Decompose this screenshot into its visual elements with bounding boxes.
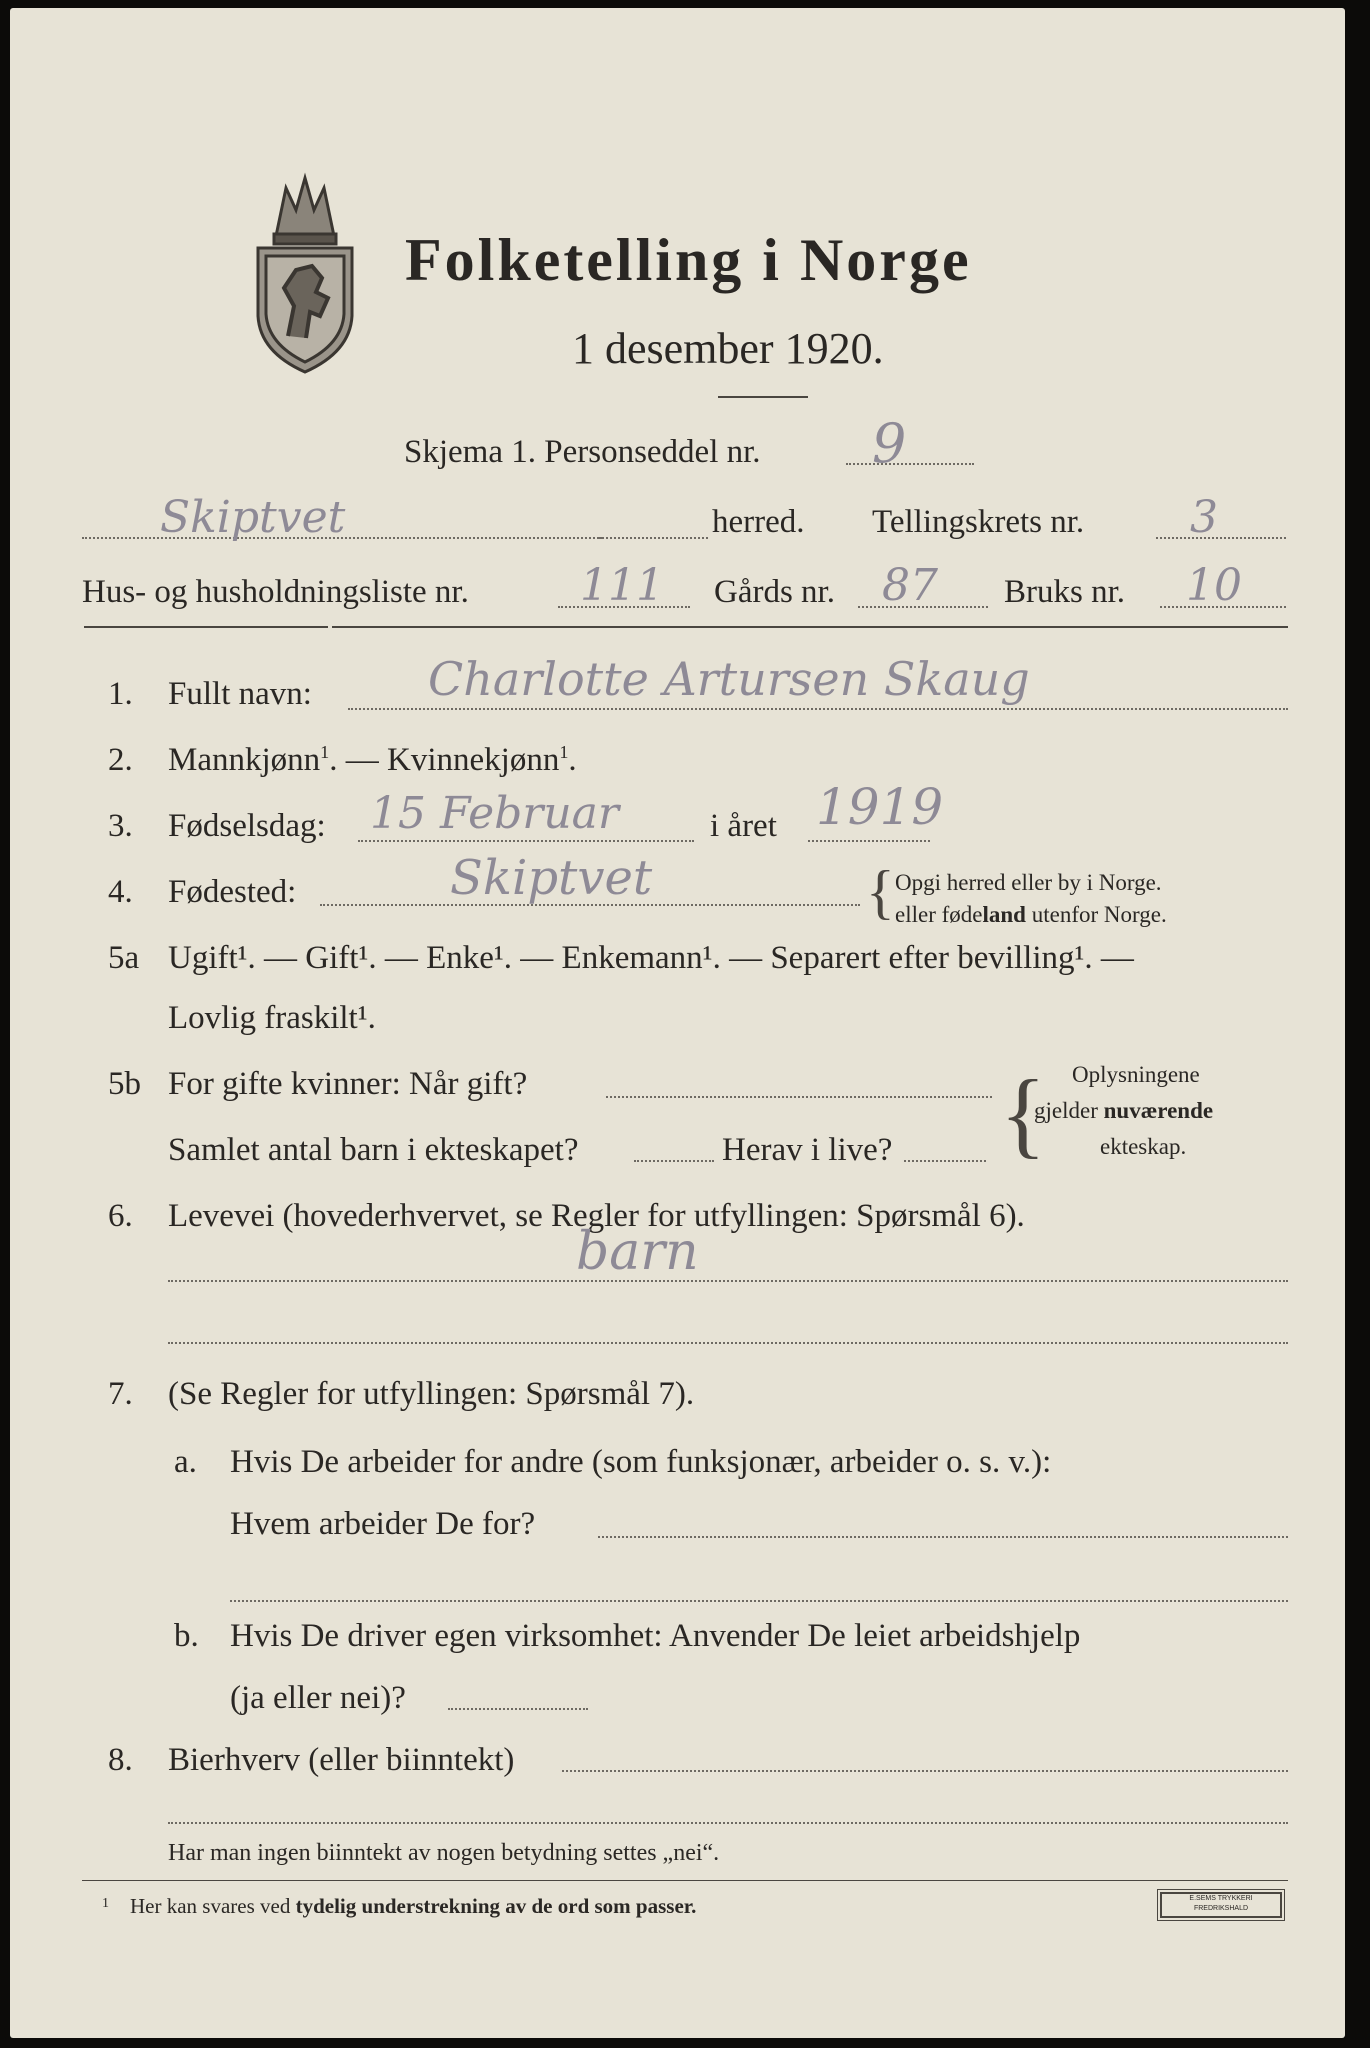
q3-year-label: i året [710,808,777,844]
q1-number: 1. [108,676,133,712]
when-married-field[interactable] [606,1096,992,1098]
q5b-number: 5b [108,1066,141,1102]
hired-help-field[interactable] [448,1708,588,1710]
bruks-nr: 10 [1186,560,1242,611]
q7b-letter: b. [174,1618,199,1654]
side-income-field[interactable] [562,1770,1288,1772]
full-name-field[interactable] [348,708,1288,710]
tellingskrets-field[interactable] [1156,537,1286,539]
tellingskrets-label: Tellingskrets nr. [872,504,1085,540]
birth-year-field[interactable] [808,840,930,842]
q4-note-2b: land [982,902,1026,927]
occupation-field-2[interactable] [168,1342,1288,1344]
q2-number: 2. [108,742,133,778]
occupation-field[interactable] [168,1280,1288,1282]
employer-field-2[interactable] [230,1600,1288,1602]
personseddel-nr: 9 [872,412,907,475]
skjema-label: Skjema 1. Personseddel nr. [404,434,761,470]
q1-label: Fullt navn: [168,676,312,712]
q2-end: . [568,742,577,778]
q4-label: Fødested: [168,874,297,910]
q5b-note-2b: nuværende [1103,1098,1214,1123]
bruks-label: Bruks nr. [1004,574,1126,610]
q8-note: Har man ingen biinntekt av nogen betydning settes „nei“. [168,1840,720,1866]
marital-status-options-2[interactable]: Lovlig fraskilt¹. [168,1000,376,1036]
q8-number: 8. [108,1742,133,1778]
census-date: 1 desember 1920. [572,324,884,373]
q2-options: Mannkjønn$^1$. — Kvinnekjønn$^1$. [168,742,577,778]
q7-number: 7. [108,1376,133,1412]
q4-number: 4. [108,874,133,910]
q7a-text: Hvis De arbeider for andre (som funksjonær, arbeider o. s. v.): [230,1444,1052,1480]
q5b-note-line3: ekteskap. [1100,1134,1187,1159]
q5b-label: For gifte kvinner: Når gift? [168,1066,528,1102]
title-divider [718,396,808,398]
q5b-children-label: Samlet antal barn i ekteskapet? [168,1132,579,1168]
q6-label: Levevei (hovederhvervet, se Regler for utfyllingen: Spørsmål 6). [168,1198,1025,1234]
birthday-value: 15 Februar [370,788,619,839]
census-form [10,8,1345,2038]
q4-note-line1: Opgi herred eller by i Norge. [895,870,1162,895]
birthplace-value: Skiptvet [450,850,653,906]
q5b-note-line2 [1034,1098,1213,1124]
children-count-field[interactable] [634,1160,714,1162]
children-alive-field[interactable] [904,1160,986,1162]
q7a-letter: a. [174,1444,197,1480]
q3-number: 3. [108,808,133,844]
q2-separator: . — [329,742,387,778]
herred-label: herred. [712,504,805,540]
footer-rule [82,1880,1288,1881]
q7a-employer-label: Hvem arbeider De for? [230,1506,536,1542]
mannkjonn-option[interactable]: Mannkjønn [168,742,321,778]
q5b-brace: { [1000,1060,1047,1167]
birth-year-value: 1919 [816,778,944,836]
q8-label: Bierhverv (eller biinntekt) [168,1742,515,1778]
q5b-note-2a: gjelder [1034,1098,1104,1123]
header-rule-left [84,626,328,628]
hus-label: Hus- og husholdningsliste nr. [82,574,469,610]
q7-label: (Se Regler for utfyllingen: Spørsmål 7). [168,1376,695,1412]
footnote-a: Her kan svares ved [130,1894,296,1918]
hus-nr: 111 [580,560,664,611]
q4-note-2c: utenfor Norge. [1025,902,1167,927]
personseddel-field[interactable] [846,463,974,465]
q4-note-2a: eller føde [895,902,983,927]
footnote-text [130,1894,696,1919]
herred-field-tail [598,537,708,539]
herred-name: Skiptvet [160,492,346,543]
printer-stamp: E.SEMS TRYKKERI FREDRIKSHALD [1160,1892,1282,1918]
q5b-note-line1: Oplysningene [1072,1062,1200,1087]
tellingskrets-nr: 3 [1190,492,1218,543]
q6-number: 6. [108,1198,133,1234]
q5a-number: 5a [108,940,140,976]
q7b-text: Hvis De driver egen virksomhet: Anvender De leiet arbeidshjelp [230,1618,1081,1654]
q4-note-line2 [895,902,1167,928]
q3-label: Fødselsdag: [168,808,326,844]
header-rule-right [332,626,1288,628]
q5b-alive-label: Herav i live? [722,1132,893,1168]
gards-label: Gårds nr. [714,574,835,610]
q4-brace: { [866,859,895,925]
marital-status-options[interactable]: Ugift¹. — Gift¹. — Enke¹. — Enkemann¹. — Separert efter bevilling¹. — [168,940,1134,976]
full-name-value: Charlotte Artursen Skaug [428,652,1030,706]
footnote-b: tydelig understrekning av de ord som passer. [295,1894,697,1918]
footnote-number: 1 [102,1896,109,1911]
employer-field[interactable] [598,1536,1288,1538]
birthday-field[interactable] [358,840,694,842]
occupation-value: barn [576,1222,699,1282]
q7b-yesno-label: (ja eller nei)? [230,1680,406,1716]
side-income-field-2[interactable] [168,1822,1288,1824]
gards-nr: 87 [882,560,938,611]
kvinnekjonn-option[interactable]: Kvinnekjønn [387,742,560,778]
form-title: Folketelling i Norge [405,227,972,293]
coat-of-arms-icon [246,166,364,376]
